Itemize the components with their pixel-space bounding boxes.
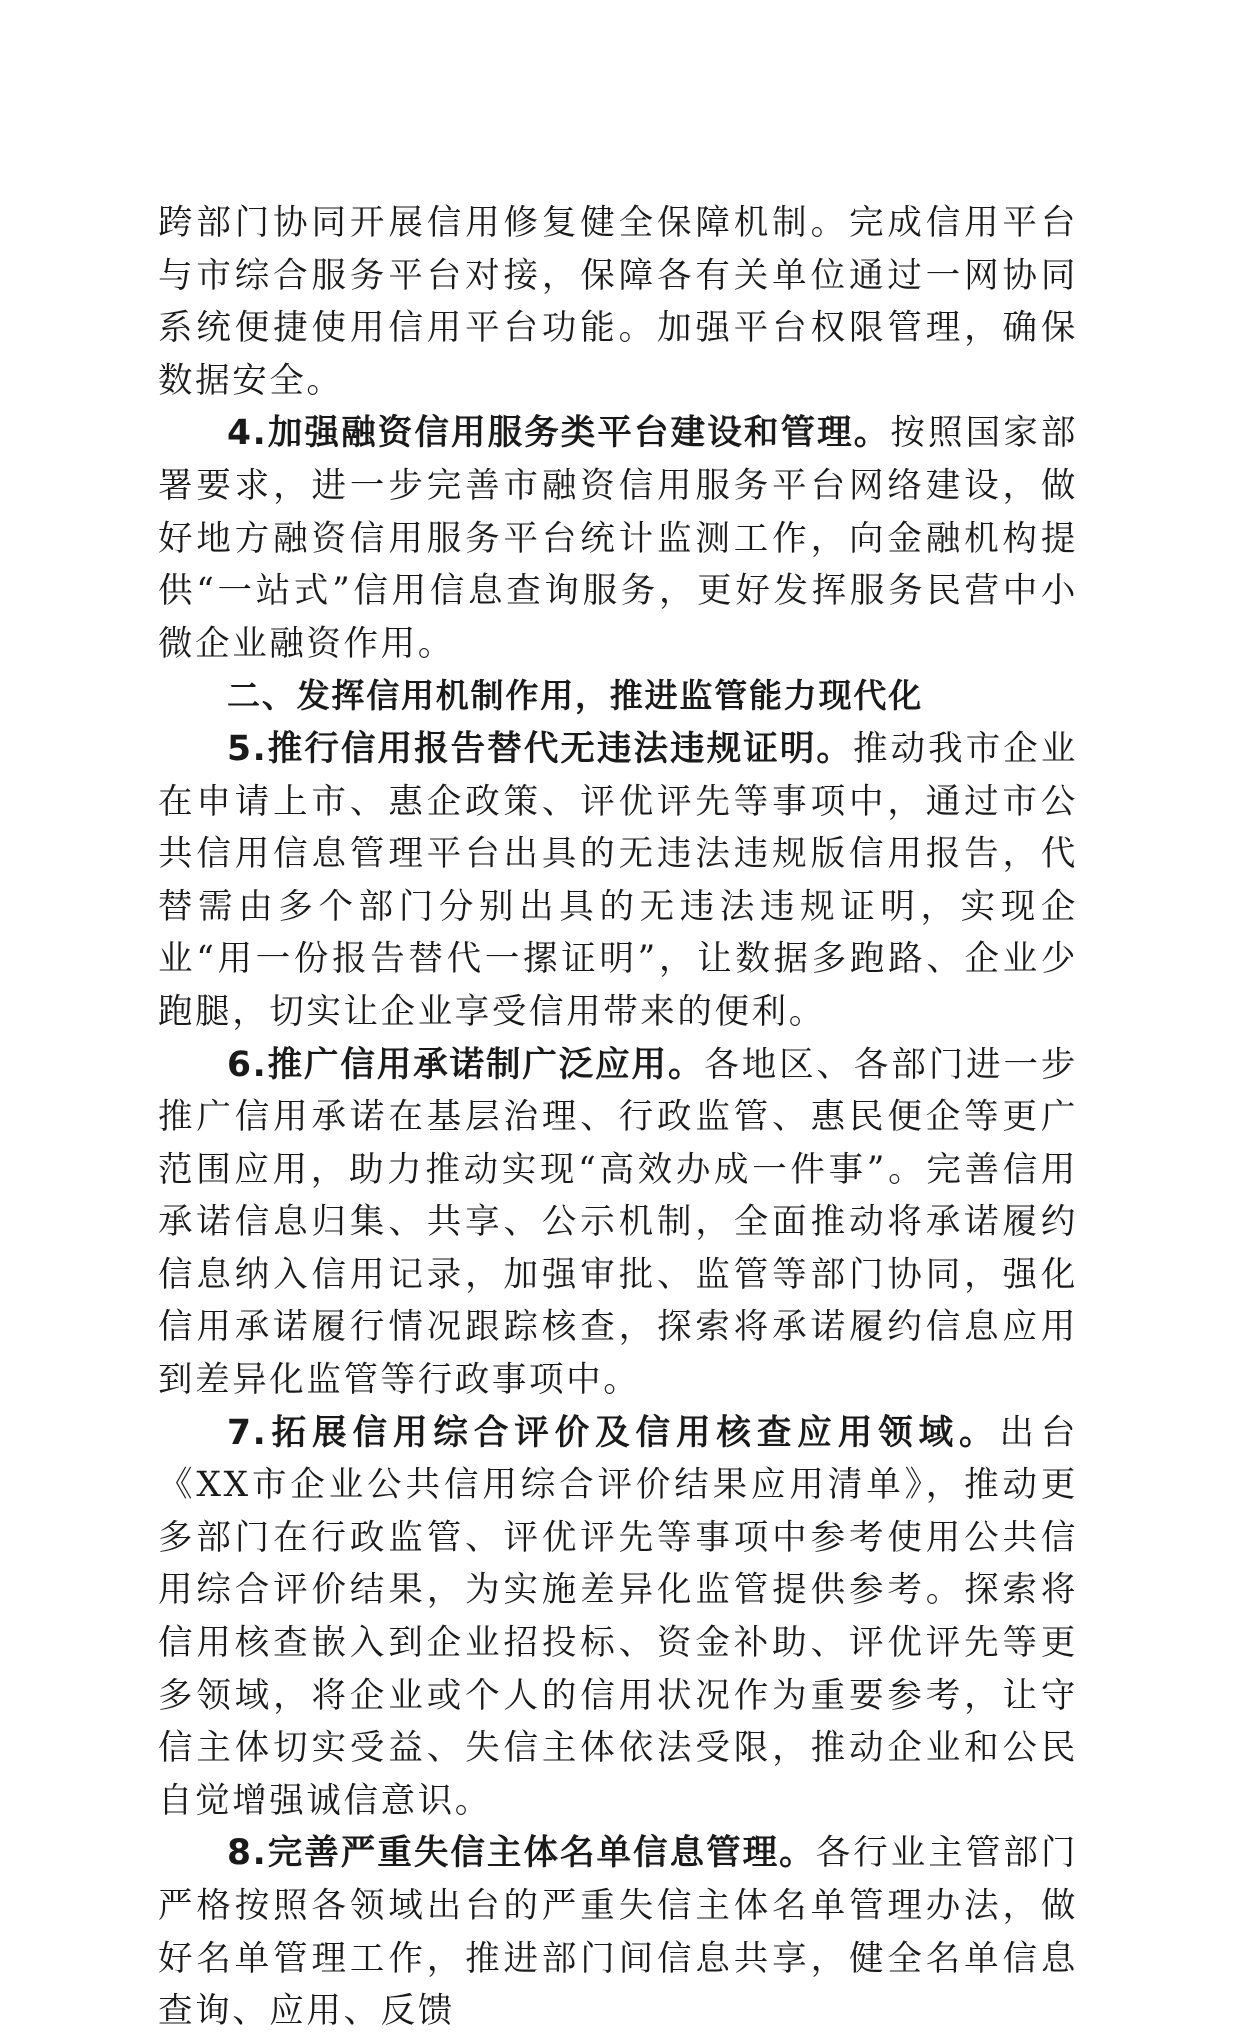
paragraph-item-5 — [158, 723, 1078, 1039]
item-8-lead: 8.完善严重失信主体名单信息管理。 — [227, 1833, 816, 1874]
item-5-body: 推动我市企业在申请上市、惠企政策、评优评先等事项中，通过市公共信用信息管理平台出具的无违法违规版信用报告，代替需由多个部门分别出具的无违法违规证明，实现企业“用一份报告替代一摞证明”，让数据多跑路、企业少跑腿，切实让企业享受信用带来的便利。 — [158, 728, 1078, 1032]
paragraph-item-4 — [158, 407, 1078, 670]
item-5-lead: 5.推行信用报告替代无违法违规证明。 — [227, 728, 853, 769]
paragraph-body: 跨部门协同开展信用修复健全保障机制。完成信用平台与市综合服务平台对接，保障各有关单位通过一网协同系统便捷使用信用平台功能。加强平台权限管理，确保数据安全。 — [158, 203, 1078, 401]
item-6-lead: 6.推广信用承诺制广泛应用。 — [227, 1044, 705, 1085]
item-7-lead: 7.拓展信用综合评价及信用核查应用领域。 — [227, 1412, 1000, 1453]
paragraph-item-7 — [158, 1407, 1078, 1828]
item-7-body: 出台《XX市企业公共信用综合评价结果应用清单》，推动更多部门在行政监管、评优评先等事项中参考使用公共信用综合评价结果，为实施差异化监管提供参考。探索将信用核查嵌入到企业招投标、资金补助、评优评先等更多领域，将企业或个人的信用状况作为重要参考，让守信主体切实受益、失信主体依法受限，推动企业和公民自觉增强诚信意识。 — [158, 1412, 1079, 1821]
paragraph-continuation — [158, 197, 1078, 407]
document-page — [158, 197, 1078, 2038]
paragraph-item-6 — [158, 1039, 1078, 1407]
section-heading: 二、发挥信用机制作用，推进监管能力现代化 — [227, 676, 923, 716]
item-8-body: 各行业主管部门严格按照各领域出台的严重失信主体名单管理办法，做好名单管理工作，推进部门间信息共享，健全名单信息查询、应用、反馈 — [158, 1833, 1079, 2032]
paragraph-item-8 — [158, 1827, 1078, 2037]
item-4-body: 按照国家部署要求，进一步完善市融资信用服务平台网络建设，做好地方融资信用服务平台统计监测工作，向金融机构提供“一站式”信用信息查询服务，更好发挥服务民营中小微企业融资作用。 — [158, 413, 1078, 664]
item-6-body: 各地区、各部门进一步推广信用承诺在基层治理、行政监管、惠民便企等更广范围应用，助力推动实现“高效办成一件事”。完善信用承诺信息归集、共享、公示机制，全面推动将承诺履约信息纳入信用记录，加强审批、监管等部门协同，强化信用承诺履行情况跟踪核查，探索将承诺履约信息应用到差异化监管等行政事项中。 — [158, 1044, 1078, 1401]
item-4-lead: 4.加强融资信用服务类平台建设和管理。 — [227, 413, 891, 454]
